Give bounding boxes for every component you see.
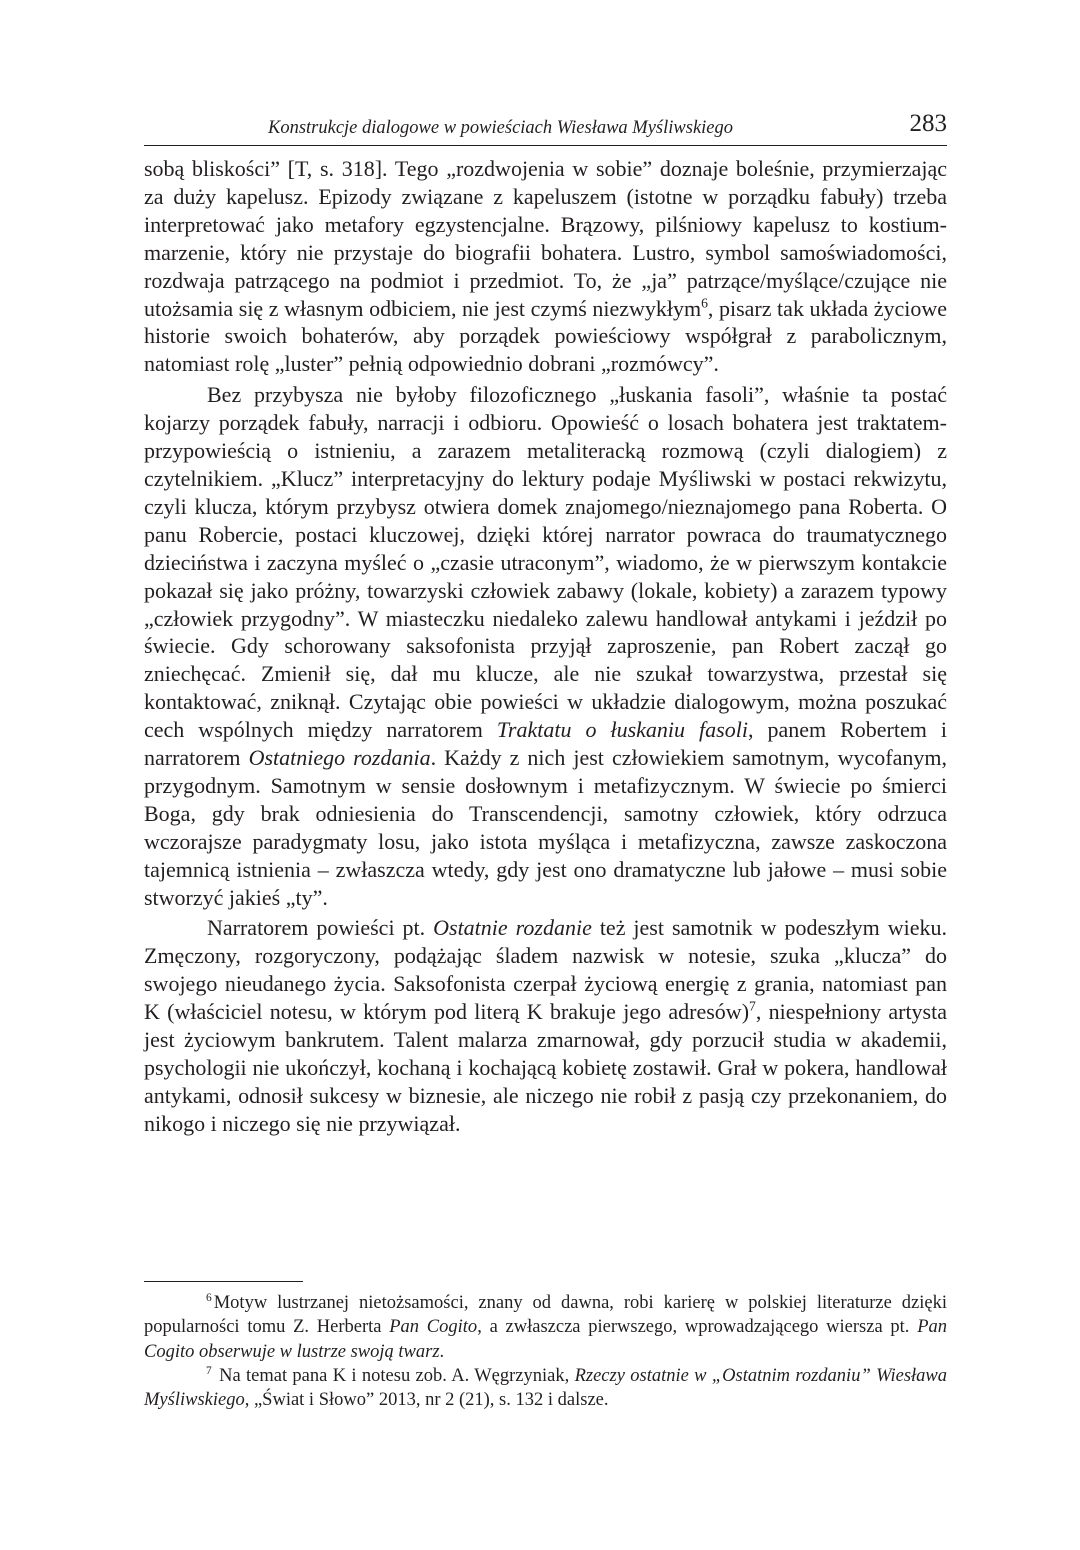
footnote-6-title-2: Pan Cogito obserwuje w lustrze swoją twarz bbox=[144, 1317, 948, 1362]
footnote-6-text-c: . bbox=[439, 1341, 445, 1362]
footnote-7 bbox=[144, 1364, 947, 1413]
footnote-7-text-b: , „Świat i Słowo” 2013, nr 2 (21), s. 132 i dalsze. bbox=[244, 1390, 609, 1411]
paragraph-2-text-c: . Każdy z nich jest człowiekiem samotnym, wycofanym, przygodnym. Samotnym w sensie dosłownym i metafizycznym. W świecie po śmierci Boga, gdy brak odniesienia do Transcendencji, samotny człowiek, który odrzuca wczorajsze paradygmaty losu, jako istota myśląca i metafizyczna, zawsze zaskoczona tajemnicą istnienia – zwłaszcza wtedy, gdy jest ono dramatyczne lub jałowe – musi sobie stworzyć jakieś „ty”. bbox=[144, 745, 947, 910]
paragraph-1 bbox=[144, 155, 947, 378]
page-header bbox=[144, 112, 947, 146]
footnote-6-text-b: , a zwłaszcza pierwszego, wprowadzającego wiersza pt. bbox=[477, 1317, 918, 1338]
paragraph-1-text-b: , pisarz tak układa życiowe historie swoich bohaterów, aby porządek powieściowy współgrał z parabolicznym, natomiast rolę „luster” pełnią odpowiednio dobrani „rozmówcy”. bbox=[144, 295, 947, 377]
paragraph-3 bbox=[144, 914, 947, 1137]
running-head: Konstrukcje dialogowe w powieściach Wiesława Myśliwskiego bbox=[267, 118, 734, 138]
footnote-7-mark: 7 bbox=[206, 1364, 212, 1377]
footnote-7-text-a: Na temat pana K i notesu zob. A. Węgrzyniak, bbox=[213, 1365, 575, 1386]
footnote-6 bbox=[144, 1291, 947, 1364]
paragraph-2-title-2: Ostatniego rozdania bbox=[248, 745, 431, 771]
paragraph-2-text-a: Bez przybysza nie byłoby filozoficznego „łuskania fasoli”, właśnie ta postać kojarzy porządek fabuły, narracji i odbioru. Opowieść o losach bohatera jest traktatem-przypowieścią o istnieniu, a zarazem metaliteracką rozmową (czyli dialogiem) z czytelnikiem. „Klucz” interpretacyjny do lektury podaje Myśliwski w postaci rekwizytu, czyli klucza, którym przybysz otwiera domek znajomego/nieznajomego pana Roberta. O panu Robercie, postaci kluczowej, dzięki której narrator powraca do traumatycznego dzieciństwa i zaczyna myśleć o „czasie utraconym”, wiadomo, że w pierwszym kontakcie pokazał się jako próżny, towarzyski człowiek zabawy (lokale, kobiety) a zarazem typowy „człowiek przygodny”. W miasteczku niedaleko zalewu handlował antykami i jeździł po świecie. Gdy schorowany saksofonista przyjął zaproszenie, pan Robert zaczął go zniechęcać. Zmienił się, dał mu klucze, ale nie szukał towarzystwa, przestał się kontaktować, zniknął. Czytając obie powieści w układzie dialogowym, można poszukać cech wspólnych między narratorem bbox=[144, 382, 947, 743]
paragraph-1-text-a: sobą bliskości” [T, s. 318]. Tego „rozdwojenia w sobie” doznaje boleśnie, przymierzając za duży kapelusz. Epizody związane z kapeluszem (istotne w porządku fabuły) trzeba interpretować jako metafory egzystencjalne. Brązowy, pilśniowy kapelusz to kostium-marzenie, który nie przystaje do biografii bohatera. Lustro, symbol samoświadomości, rozdwaja patrzącego na podmiot i przedmiot. To, że „ja” patrzące/myślące/czujące nie utożsamia się z własnym odbiciem, nie jest czymś niezwykłym bbox=[144, 156, 947, 321]
footnote-6-title-1: Pan Cogito bbox=[389, 1317, 478, 1338]
paragraph-3-text-b: też jest samotnik w podeszłym wieku. Zmęczony, rozgoryczony, podążając śladem nazwisk w notesie, szuka „klucza” do swojego nieudanego życia. Saksofonista czerpał życiową energię z grania, natomiast pan K (właściciel notesu, w którym pod literą K brakuje jego adresów) bbox=[144, 915, 948, 1025]
footnote-7-title-1: Rzeczy ostatnie w „Ostatnim rozdaniu” Wiesława Myśliwskiego bbox=[144, 1365, 947, 1411]
page-number: 283 bbox=[909, 110, 947, 137]
paragraph-3-title-1: Ostatnie rozdanie bbox=[433, 915, 592, 941]
paragraph-2-text-b: , panem Robertem i narratorem bbox=[144, 717, 947, 771]
paragraph-3-text-a: Narratorem powieści pt. bbox=[207, 915, 434, 941]
footnotes bbox=[144, 1291, 947, 1412]
paragraph-3-text-c: , niespełniony artysta jest życiowym bankrutem. Talent malarza zmarnował, gdy porzucił studia w akademii, psychologii nie ukończył, kochaną i kochającą kobietę zostawił. Grał w pokera, handlował antykami, odnosił sukcesy w biznesie, ale niczego nie robił z pasją czy przekonaniem, do nikogo i niczego się nie przywiązał. bbox=[144, 999, 947, 1136]
footnote-ref-6[interactable]: 6 bbox=[701, 295, 708, 311]
footnote-6-text-a: Motyw lustrzanej nietożsamości, znany od dawna, robi karierę w polskiej literaturze dzięki popularności tomu Z. Herberta bbox=[144, 1293, 947, 1338]
footnote-separator bbox=[144, 1281, 303, 1282]
footnote-6-mark: 6 bbox=[206, 1291, 212, 1304]
paragraph-2 bbox=[144, 381, 947, 911]
paragraph-2-title-1: Traktatu o łuskaniu fasoli bbox=[496, 717, 748, 743]
footnote-ref-7[interactable]: 7 bbox=[749, 998, 756, 1014]
body-text bbox=[144, 155, 947, 1138]
